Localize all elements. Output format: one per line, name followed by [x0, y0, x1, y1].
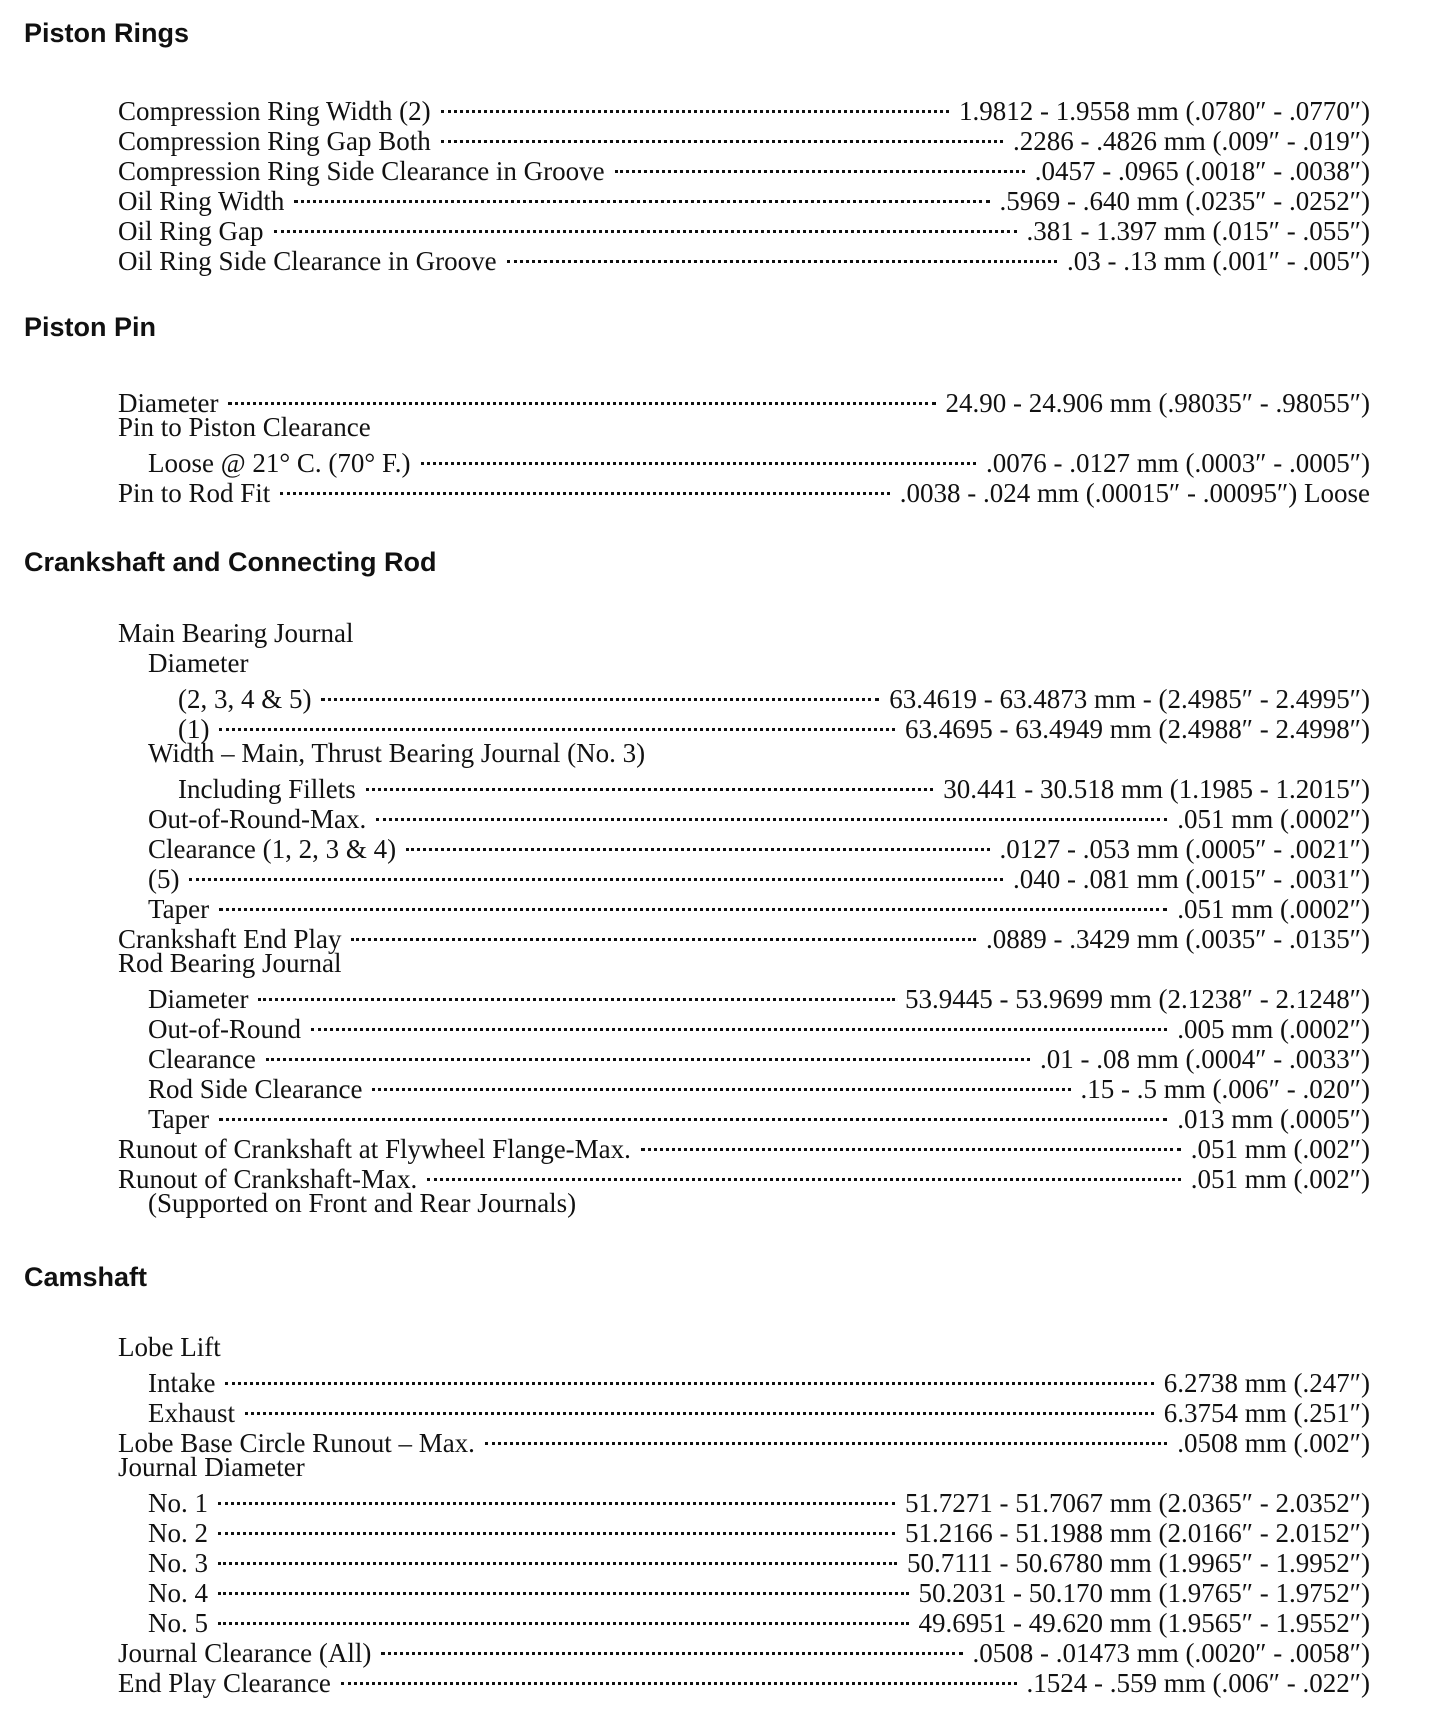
spec-label: No. 3: [148, 1548, 208, 1578]
spec-value: .5969 - .640 mm (.0235″ - .0252″): [999, 186, 1370, 216]
spec-label: Taper: [148, 894, 210, 924]
spec-label: Out-of-Round: [148, 1014, 301, 1044]
spec-row: [0, 1188, 1440, 1218]
spec-row: [0, 1482, 1440, 1518]
dot-leader: [311, 1008, 1167, 1038]
spec-value: 49.6951 - 49.620 mm (1.9565″ - 1.9552″): [918, 1608, 1370, 1638]
spec-row: [0, 738, 1440, 768]
spec-row: [0, 708, 1440, 744]
spec-row: [0, 1362, 1440, 1398]
spec-entry: [118, 472, 1370, 508]
spec-entry: [118, 90, 1370, 126]
spec-value: 1.9812 - 1.9558 mm (.0780″ - .0770″): [959, 96, 1370, 126]
spec-value: .381 - 1.397 mm (.015″ - .055″): [1026, 216, 1370, 246]
spec-value: .2286 - .4826 mm (.009″ - .019″): [1013, 126, 1370, 156]
spec-label: Rod Side Clearance: [148, 1074, 363, 1104]
spec-row: [0, 1422, 1440, 1458]
spec-entry: [178, 708, 1370, 744]
spec-row: [0, 828, 1440, 864]
spec-label: Oil Ring Gap: [118, 216, 264, 246]
spec-value: 6.3754 mm (.251″): [1163, 1398, 1370, 1428]
spec-value: 63.4619 - 63.4873 mm - (2.4985″ - 2.4995″): [889, 684, 1370, 714]
spec-entry: [148, 1542, 1370, 1578]
dot-leader: [406, 828, 989, 858]
dot-leader: [218, 1482, 895, 1512]
dot-leader: [189, 858, 1003, 888]
spec-label: Out-of-Round-Max.: [148, 804, 367, 834]
spec-entry: [118, 1158, 1370, 1194]
dot-leader: [381, 1632, 962, 1662]
spec-row: [0, 918, 1440, 954]
spec-entry: [118, 382, 1370, 418]
spec-entry: [148, 1068, 1370, 1104]
spec-entry: [148, 1188, 586, 1218]
dot-leader: [372, 1068, 1070, 1098]
spec-label: Crankshaft End Play: [118, 924, 342, 954]
spec-label: Diameter: [118, 388, 219, 418]
spec-label: (2, 3, 4 & 5): [178, 684, 312, 714]
spec-entry: [148, 1392, 1370, 1428]
spec-label: Compression Ring Side Clearance in Groove: [118, 156, 605, 186]
spec-value: 30.441 - 30.518 mm (1.1985 - 1.2015″): [943, 774, 1370, 804]
spec-row: [0, 858, 1440, 894]
dot-leader: [321, 678, 879, 708]
spec-entry: [118, 1662, 1370, 1698]
spec-row: [0, 1332, 1440, 1362]
section-heading: Piston Rings: [24, 18, 190, 48]
spec-row: [0, 948, 1440, 978]
dot-leader: [507, 240, 1057, 270]
spec-rows: [0, 382, 1440, 508]
spec-entry: [148, 1512, 1370, 1548]
dot-leader: [441, 90, 949, 120]
spec-value: 6.2738 mm (.247″): [1163, 1368, 1370, 1398]
spec-row: [0, 768, 1440, 804]
dot-leader: [218, 1572, 909, 1602]
spec-value: 50.7111 - 50.6780 mm (1.9965″ - 1.9952″): [907, 1548, 1370, 1578]
spec-label: Taper: [148, 1104, 210, 1134]
spec-row: [0, 120, 1440, 156]
section-heading: Crankshaft and Connecting Rod: [24, 547, 437, 577]
spec-entry: [178, 768, 1370, 804]
spec-label: Journal Diameter: [118, 1452, 305, 1482]
spec-row: [0, 412, 1440, 442]
spec-row: [0, 1632, 1440, 1668]
spec-entry: [148, 1362, 1370, 1398]
spec-row: [0, 648, 1440, 678]
spec-entry: [118, 412, 381, 442]
spec-row: [0, 1452, 1440, 1482]
spec-rows: [0, 618, 1440, 1218]
dot-leader: [218, 1512, 895, 1542]
spec-entry: [148, 1008, 1370, 1044]
spec-label: Compression Ring Gap Both: [118, 126, 431, 156]
spec-label: No. 4: [148, 1578, 208, 1608]
spec-row: [0, 150, 1440, 186]
spec-value: .03 - .13 mm (.001″ - .005″): [1067, 246, 1370, 276]
dot-leader: [219, 1098, 1167, 1128]
spec-row: [0, 1038, 1440, 1074]
dot-leader: [366, 768, 934, 798]
spec-value: 51.2166 - 51.1988 mm (2.0166″ - 2.0152″): [905, 1518, 1370, 1548]
spec-label: Exhaust: [148, 1398, 235, 1428]
spec-label: Journal Clearance (All): [118, 1638, 372, 1668]
spec-value: .0127 - .053 mm (.0005″ - .0021″): [999, 834, 1370, 864]
spec-label: Intake: [148, 1368, 216, 1398]
spec-row: [0, 618, 1440, 648]
spec-value: .01 - .08 mm (.0004″ - .0033″): [1040, 1044, 1370, 1074]
spec-entry: [148, 442, 1370, 478]
spec-label: Runout of Crankshaft-Max.: [118, 1164, 418, 1194]
dot-leader: [219, 888, 1167, 918]
spec-entry: [178, 678, 1370, 714]
spec-entry: [148, 1572, 1370, 1608]
spec-label: Runout of Crankshaft at Flywheel Flange-Max.: [118, 1134, 631, 1164]
spec-row: [0, 1512, 1440, 1548]
spec-label: Lobe Lift: [118, 1332, 221, 1362]
spec-value: .005 mm (.0002″): [1177, 1014, 1370, 1044]
spec-row: [0, 442, 1440, 478]
dot-leader: [441, 120, 1003, 150]
spec-row: [0, 90, 1440, 126]
spec-entry: [118, 1632, 1370, 1668]
spec-value: .013 mm (.0005″): [1177, 1104, 1370, 1134]
dot-leader: [266, 1038, 1030, 1068]
spec-label: Clearance: [148, 1044, 256, 1074]
spec-row: [0, 1572, 1440, 1608]
spec-label: Lobe Base Circle Runout – Max.: [118, 1428, 475, 1458]
spec-label: Pin to Piston Clearance: [118, 412, 371, 442]
spec-row: [0, 1068, 1440, 1104]
spec-value: 53.9445 - 53.9699 mm (2.1238″ - 2.1248″): [905, 984, 1370, 1014]
spec-value: .051 mm (.002″): [1190, 1134, 1370, 1164]
spec-label: Diameter: [148, 984, 249, 1014]
spec-label: Diameter: [148, 648, 249, 678]
spec-value: 51.7271 - 51.7067 mm (2.0365″ - 2.0352″): [905, 1488, 1370, 1518]
dot-leader: [485, 1422, 1167, 1452]
spec-label: Oil Ring Width: [118, 186, 285, 216]
spec-entry: [148, 978, 1370, 1014]
spec-entry: [148, 828, 1370, 864]
dot-leader: [294, 180, 989, 210]
spec-row: [0, 1602, 1440, 1638]
dot-leader: [615, 150, 1025, 180]
spec-value: .0508 - .01473 mm (.0020″ - .0058″): [972, 1638, 1370, 1668]
spec-row: [0, 678, 1440, 714]
spec-entry: [148, 738, 655, 768]
spec-entry: [118, 1452, 315, 1482]
dot-leader: [218, 1602, 909, 1632]
dot-leader: [280, 472, 890, 502]
dot-leader: [376, 798, 1167, 828]
section-heading: Camshaft: [24, 1262, 148, 1292]
spec-row: [0, 240, 1440, 276]
spec-label: No. 2: [148, 1518, 208, 1548]
spec-value: .040 - .081 mm (.0015″ - .0031″): [1013, 864, 1370, 894]
spec-row: [0, 1392, 1440, 1428]
spec-label: Main Bearing Journal: [118, 618, 354, 648]
spec-entry: [148, 1602, 1370, 1638]
dot-leader: [228, 382, 935, 412]
spec-entry: [118, 948, 351, 978]
spec-value: 63.4695 - 63.4949 mm (2.4988″ - 2.4998″): [905, 714, 1370, 744]
spec-rows: [0, 90, 1440, 276]
spec-value: .0508 mm (.002″): [1177, 1428, 1370, 1458]
spec-row: [0, 180, 1440, 216]
spec-label: Including Fillets: [178, 774, 356, 804]
spec-value: .0076 - .0127 mm (.0003″ - .0005″): [986, 448, 1370, 478]
spec-entry: [118, 1422, 1370, 1458]
dot-leader: [219, 708, 895, 738]
spec-label: Oil Ring Side Clearance in Groove: [118, 246, 497, 276]
spec-label: No. 1: [148, 1488, 208, 1518]
spec-row: [0, 1158, 1440, 1194]
dot-leader: [225, 1362, 1153, 1392]
spec-entry: [118, 210, 1370, 246]
dot-leader: [341, 1662, 1017, 1692]
spec-entry: [118, 618, 363, 648]
spec-value: .051 mm (.0002″): [1177, 804, 1370, 834]
spec-entry: [118, 180, 1370, 216]
spec-label: Compression Ring Width (2): [118, 96, 431, 126]
dot-leader: [274, 210, 1017, 240]
spec-entry: [118, 1128, 1370, 1164]
spec-row: [0, 382, 1440, 418]
spec-value: 24.90 - 24.906 mm (.98035″ - .98055″): [945, 388, 1370, 418]
spec-value: .0038 - .024 mm (.00015″ - .00095″) Loose: [899, 478, 1370, 508]
spec-value: .051 mm (.0002″): [1177, 894, 1370, 924]
dot-leader: [421, 442, 976, 472]
dot-leader: [427, 1158, 1181, 1188]
spec-row: [0, 472, 1440, 508]
spec-entry: [148, 888, 1370, 924]
spec-label: (Supported on Front and Rear Journals): [148, 1188, 577, 1218]
spec-label: Loose @ 21° C. (70° F.): [148, 448, 411, 478]
spec-label: No. 5: [148, 1608, 208, 1638]
spec-row: [0, 1008, 1440, 1044]
spec-entry: [118, 1332, 231, 1362]
dot-leader: [258, 978, 895, 1008]
spec-row: [0, 1542, 1440, 1578]
dot-leader: [218, 1542, 897, 1572]
spec-value: .051 mm (.002″): [1190, 1164, 1370, 1194]
spec-row: [0, 978, 1440, 1014]
spec-label: Width – Main, Thrust Bearing Journal (No. 3): [148, 738, 646, 768]
spec-entry: [148, 1038, 1370, 1074]
spec-label: (1): [178, 714, 210, 744]
spec-row: [0, 1098, 1440, 1134]
spec-entry: [148, 798, 1370, 834]
spec-value: .1524 - .559 mm (.006″ - .022″): [1026, 1668, 1370, 1698]
spec-row: [0, 798, 1440, 834]
spec-row: [0, 1662, 1440, 1698]
spec-label: End Play Clearance: [118, 1668, 331, 1698]
spec-entry: [148, 1482, 1370, 1518]
spec-rows: [0, 1332, 1440, 1698]
spec-entry: [118, 240, 1370, 276]
spec-row: [0, 1128, 1440, 1164]
section-heading: Piston Pin: [24, 312, 157, 342]
dot-leader: [351, 918, 976, 948]
spec-label: Rod Bearing Journal: [118, 948, 342, 978]
spec-entry: [148, 858, 1370, 894]
spec-value: 50.2031 - 50.170 mm (1.9765″ - 1.9752″): [918, 1578, 1370, 1608]
spec-value: .15 - .5 mm (.006″ - .020″): [1080, 1074, 1370, 1104]
spec-row: [0, 210, 1440, 246]
spec-label: Pin to Rod Fit: [118, 478, 271, 508]
spec-value: .0889 - .3429 mm (.0035″ - .0135″): [986, 924, 1370, 954]
spec-entry: [148, 1098, 1370, 1134]
spec-entry: [148, 648, 258, 678]
spec-entry: [118, 120, 1370, 156]
dot-leader: [641, 1128, 1181, 1158]
spec-entry: [118, 150, 1370, 186]
dot-leader: [245, 1392, 1154, 1422]
spec-label: (5): [148, 864, 180, 894]
spec-value: .0457 - .0965 (.0018″ - .0038″): [1034, 156, 1370, 186]
spec-row: [0, 888, 1440, 924]
spec-entry: [118, 918, 1370, 954]
spec-label: Clearance (1, 2, 3 & 4): [148, 834, 397, 864]
